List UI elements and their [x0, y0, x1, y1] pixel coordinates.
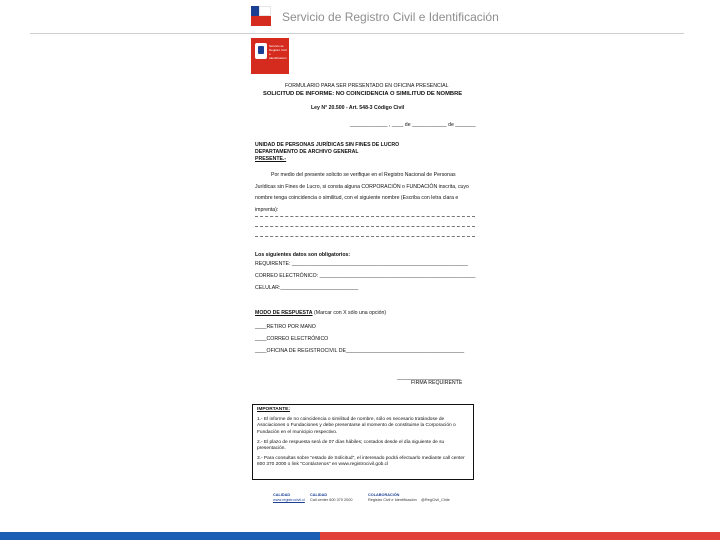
footer-col-2: CALIDAD Call center 600 370 2000 [310, 493, 353, 502]
footer-call-center: Call center 600 370 2000 [310, 498, 353, 502]
important-item-2: 2.- El plazo de respuesta será de 07 días hábiles; contados desde el día siguiente de su presentación. [257, 439, 445, 452]
option-retiro-por-mano[interactable]: ____RETIRO POR MANO [255, 324, 316, 330]
recipient-department: DEPARTAMENTO DE ARCHIVO GENERAL [255, 149, 359, 155]
date-line: _____________ , ____ de ____________ de _______ [350, 122, 476, 128]
chile-flag-icon [251, 6, 271, 26]
top-header [0, 0, 720, 34]
requirente-field[interactable]: REQUIRENTE: _____________________________________________________________ [255, 261, 468, 267]
bottom-band-blue [0, 532, 320, 540]
signature-label: FIRMA REQUIRENTE [411, 380, 463, 386]
request-body: Por medio del presente solicito se verifique en el Registro Nacional de Personas Jurídicas sin Fines de Lucro, si consta alguna CORPORACIÓN o FUNDACIÓN inscrita, cuyo nombre tenga coincidencia o similitud, con el siguiente nombre (Escriba con letra clara e imprenta): [255, 172, 469, 213]
footer-registro-civil: Registro Civil e Identificación [368, 498, 417, 502]
important-box [252, 404, 474, 480]
important-heading: IMPORTANTE: [257, 407, 290, 412]
footer-twitter: @RegCivil_Chile [421, 498, 450, 502]
form-intro: FORMULARIO PARA SER PRESENTADO EN OFICINA PRESENCIAL [285, 83, 449, 89]
important-item-3: 3.- Para consultas sobre "estado de Solicitud", el interesado podrá efectuarlo mediante call center 600 370 2000 o link "Contáctenos" en www.registrocivil.gob.cl [257, 456, 465, 468]
mandatory-label: Los siguientes datos son obligatorios: [255, 252, 351, 258]
footer-website-link[interactable]: www.registrocivil.cl [273, 498, 305, 502]
name-line-2[interactable] [255, 226, 475, 227]
coat-of-arms-icon [255, 43, 267, 59]
presente-label: PRESENTE.- [255, 156, 287, 162]
celular-field[interactable]: CELULAR:___________________________ [255, 285, 359, 291]
option-oficina-registro-civil[interactable]: ____OFICINA DE REGISTROCIVIL DE_________________________________________ [255, 348, 465, 354]
registro-civil-logo [251, 38, 289, 74]
law-reference: Ley N° 20.500 - Art. 548-3 Código Civil [311, 105, 405, 111]
signature-line[interactable]: ______________________ [397, 375, 461, 381]
important-item-1: 1.- El informe de no coincidencia o similitud de nombre, sólo es necesario tratándose de Asociaciones o Fundaciones y debe presentarse al momento de constituirse la Corporación o Fundación en el municipio respectivo. [257, 417, 456, 435]
option-correo-electronico[interactable]: ____CORREO ELECTRÓNICO [255, 336, 329, 342]
site-title: Servicio de Registro Civil e Identificación [282, 10, 499, 24]
response-mode-label: MODO DE RESPUESTA [255, 310, 313, 316]
response-mode-hint: (Marcar con X sólo una opción) [314, 310, 387, 316]
form-title: SOLICITUD DE INFORME: NO COINCIDENCIA O SIMILITUD DE NOMBRE [263, 91, 463, 97]
footer-col-1: CALIDAD www.registrocivil.cl [273, 493, 305, 502]
name-line-1[interactable] [255, 216, 475, 217]
email-field[interactable]: CORREO ELECTRÓNICO: ______________________________________________________ [255, 273, 476, 279]
recipient-unit: UNIDAD DE PERSONAS JURÍDICAS SIN FINES DE LUCRO [255, 142, 400, 148]
header-divider [30, 33, 684, 34]
name-line-3[interactable] [255, 236, 475, 237]
response-mode-heading [255, 310, 386, 317]
logo-text: Servicio de Registro Civil e Identificación [269, 44, 287, 60]
footer-col-3: COLABORACIÓN Registro Civil e Identificación [368, 493, 417, 502]
bottom-band-red [320, 532, 720, 540]
